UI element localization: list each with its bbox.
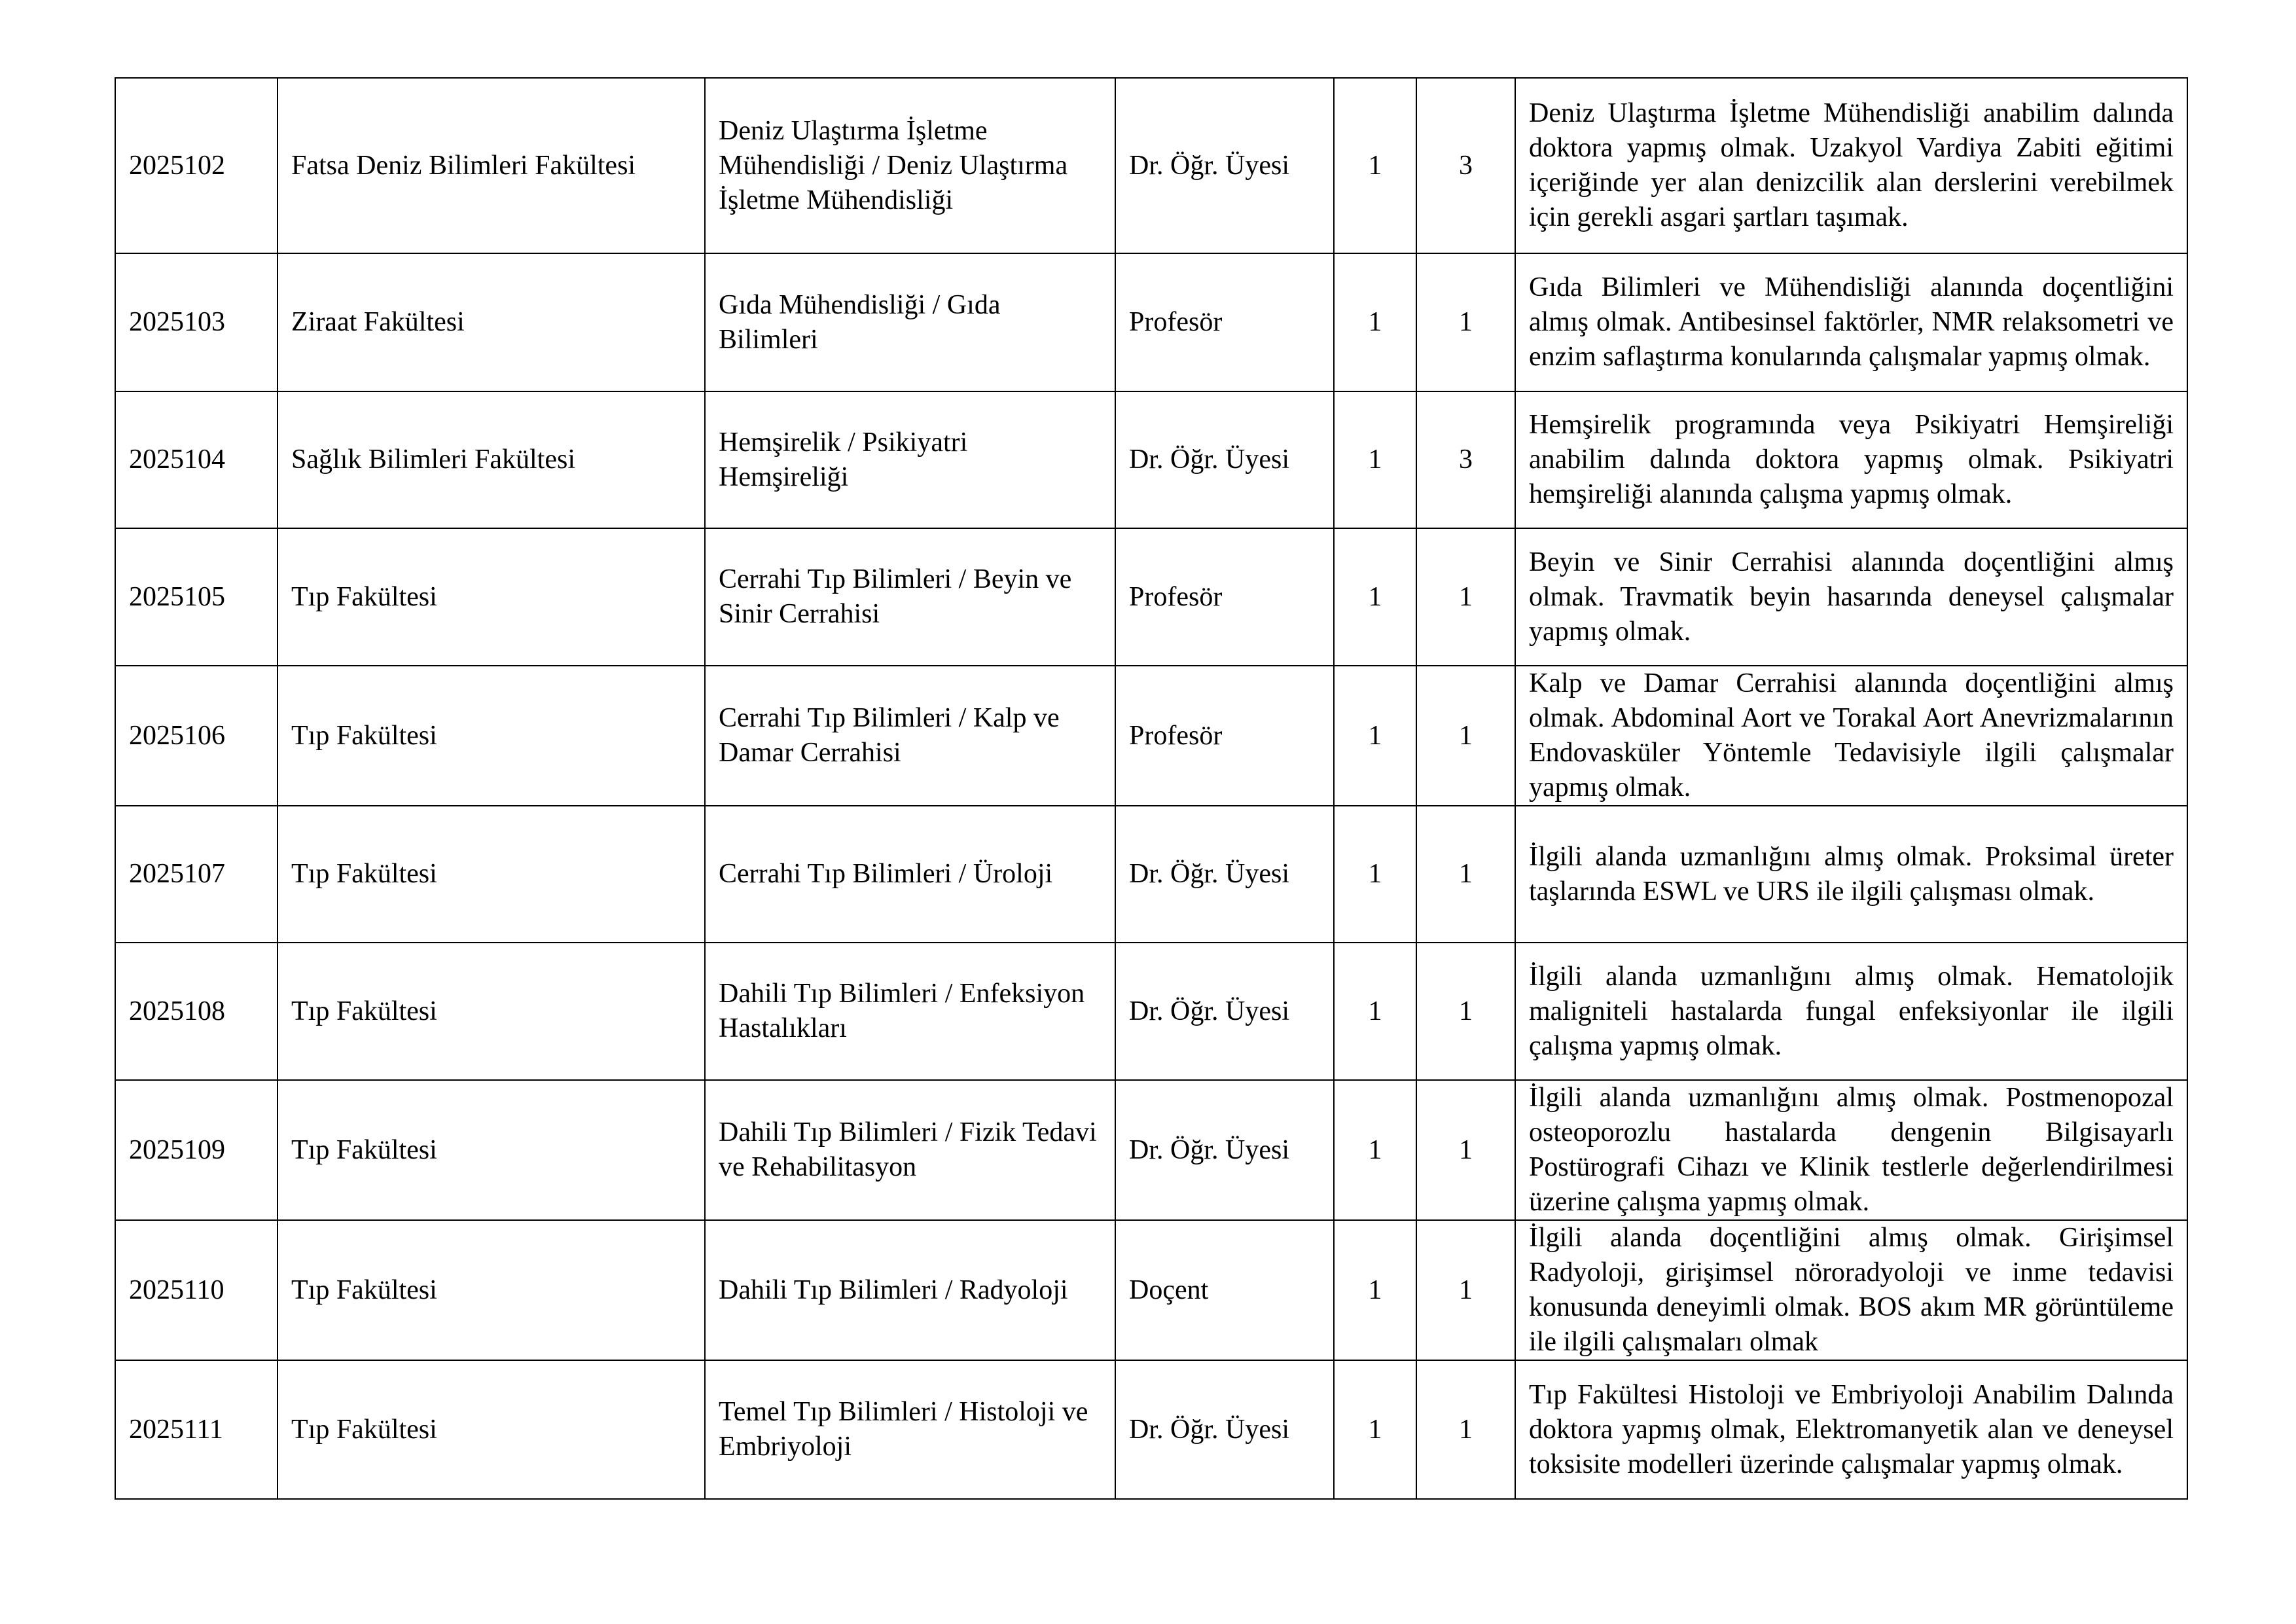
department-name: Dahili Tıp Bilimleri / Radyoloji: [705, 1220, 1115, 1360]
requirements-text: Hemşirelik programında veya Psikiyatri Hemşireliği anabilim dalında doktora yapmış olmak. Psikiyatri hemşireliği alanında çalışma yapmış olmak.: [1515, 391, 2187, 528]
table-row: [115, 1080, 2187, 1220]
faculty-name: Tıp Fakültesi: [278, 806, 705, 943]
academic-title: Profesör: [1115, 253, 1334, 391]
department-name: Hemşirelik / Psikiyatri Hemşireliği: [705, 391, 1115, 528]
position-code: 2025109: [115, 1080, 278, 1220]
academic-title: Dr. Öğr. Üyesi: [1115, 391, 1334, 528]
position-code: 2025105: [115, 528, 278, 666]
department-name: Dahili Tıp Bilimleri / Fizik Tedavi ve Rehabilitasyon: [705, 1080, 1115, 1220]
degree-level: 1: [1334, 528, 1416, 666]
requirements-text: Deniz Ulaştırma İşletme Mühendisliği anabilim dalında doktora yapmış olmak. Uzakyol Vardiya Zabiti eğitimi içeriğinde yer alan denizcilik alan derslerini verebilmek için gerekli asgari şartları taşımak.: [1515, 78, 2187, 253]
position-code: 2025102: [115, 78, 278, 253]
table-row: [115, 806, 2187, 943]
degree-level: 1: [1334, 391, 1416, 528]
position-code: 2025110: [115, 1220, 278, 1360]
table-row: [115, 253, 2187, 391]
position-code: 2025111: [115, 1360, 278, 1499]
degree-level: 1: [1334, 1360, 1416, 1499]
department-name: Cerrahi Tıp Bilimleri / Üroloji: [705, 806, 1115, 943]
academic-title: Profesör: [1115, 528, 1334, 666]
academic-title: Dr. Öğr. Üyesi: [1115, 1080, 1334, 1220]
positions-table-body: [115, 78, 2187, 1499]
faculty-name: Tıp Fakültesi: [278, 943, 705, 1080]
department-name: Temel Tıp Bilimleri / Histoloji ve Embriyoloji: [705, 1360, 1115, 1499]
table-row: [115, 943, 2187, 1080]
department-name: Cerrahi Tıp Bilimleri / Beyin ve Sinir Cerrahisi: [705, 528, 1115, 666]
position-count: 1: [1416, 528, 1515, 666]
requirements-text: Kalp ve Damar Cerrahisi alanında doçentliğini almış olmak. Abdominal Aort ve Torakal Aort Anevrizmalarının Endovasküler Yöntemle Tedavisiyle ilgili çalışmalar yapmış olmak.: [1515, 666, 2187, 806]
degree-level: 1: [1334, 1080, 1416, 1220]
department-name: Cerrahi Tıp Bilimleri / Kalp ve Damar Cerrahisi: [705, 666, 1115, 806]
position-count: 1: [1416, 1220, 1515, 1360]
faculty-name: Tıp Fakültesi: [278, 1080, 705, 1220]
position-code: 2025104: [115, 391, 278, 528]
position-code: 2025108: [115, 943, 278, 1080]
requirements-text: Tıp Fakültesi Histoloji ve Embriyoloji Anabilim Dalında doktora yapmış olmak, Elektromanyetik alan ve deneysel toksisite modelleri üzerinde çalışmalar yapmış olmak.: [1515, 1360, 2187, 1499]
table-row: [115, 528, 2187, 666]
requirements-text: İlgili alanda uzmanlığını almış olmak. Postmenopozal osteoporozlu hastalarda dengenin Bilgisayarlı Postürografi Cihazı ve Klinik testlerle değerlendirilmesi üzerine çalışma yapmış olmak.: [1515, 1080, 2187, 1220]
academic-title: Profesör: [1115, 666, 1334, 806]
academic-title: Dr. Öğr. Üyesi: [1115, 806, 1334, 943]
positions-table: [115, 77, 2188, 1500]
faculty-name: Tıp Fakültesi: [278, 528, 705, 666]
department-name: Deniz Ulaştırma İşletme Mühendisliği / Deniz Ulaştırma İşletme Mühendisliği: [705, 78, 1115, 253]
position-count: 3: [1416, 391, 1515, 528]
table-row: [115, 666, 2187, 806]
table-row: [115, 1360, 2187, 1499]
degree-level: 1: [1334, 666, 1416, 806]
position-count: 1: [1416, 666, 1515, 806]
table-row: [115, 78, 2187, 253]
academic-title: Dr. Öğr. Üyesi: [1115, 943, 1334, 1080]
faculty-name: Sağlık Bilimleri Fakültesi: [278, 391, 705, 528]
requirements-text: Beyin ve Sinir Cerrahisi alanında doçentliğini almış olmak. Travmatik beyin hasarında deneysel çalışmalar yapmış olmak.: [1515, 528, 2187, 666]
position-count: 1: [1416, 943, 1515, 1080]
requirements-text: İlgili alanda doçentliğini almış olmak. Girişimsel Radyoloji, girişimsel nöroradyoloji ve inme tedavisi konusunda deneyimli olmak. BOS akım MR görüntüleme ile ilgili çalışmaları olmak: [1515, 1220, 2187, 1360]
academic-title: Dr. Öğr. Üyesi: [1115, 1360, 1334, 1499]
position-count: 1: [1416, 1360, 1515, 1499]
faculty-name: Fatsa Deniz Bilimleri Fakültesi: [278, 78, 705, 253]
department-name: Dahili Tıp Bilimleri / Enfeksiyon Hastalıkları: [705, 943, 1115, 1080]
degree-level: 1: [1334, 806, 1416, 943]
degree-level: 1: [1334, 943, 1416, 1080]
position-count: 1: [1416, 806, 1515, 943]
position-count: 3: [1416, 78, 1515, 253]
academic-title: Dr. Öğr. Üyesi: [1115, 78, 1334, 253]
position-count: 1: [1416, 253, 1515, 391]
degree-level: 1: [1334, 253, 1416, 391]
faculty-name: Tıp Fakültesi: [278, 1220, 705, 1360]
requirements-text: İlgili alanda uzmanlığını almış olmak. Proksimal üreter taşlarında ESWL ve URS ile ilgili çalışması olmak.: [1515, 806, 2187, 943]
position-code: 2025107: [115, 806, 278, 943]
department-name: Gıda Mühendisliği / Gıda Bilimleri: [705, 253, 1115, 391]
requirements-text: Gıda Bilimleri ve Mühendisliği alanında doçentliğini almış olmak. Antibesinsel faktörler, NMR relaksometri ve enzim saflaştırma konularında çalışmalar yapmış olmak.: [1515, 253, 2187, 391]
faculty-name: Tıp Fakültesi: [278, 666, 705, 806]
academic-title: Doçent: [1115, 1220, 1334, 1360]
table-row: [115, 391, 2187, 528]
degree-level: 1: [1334, 78, 1416, 253]
degree-level: 1: [1334, 1220, 1416, 1360]
position-code: 2025103: [115, 253, 278, 391]
position-count: 1: [1416, 1080, 1515, 1220]
faculty-name: Tıp Fakültesi: [278, 1360, 705, 1499]
table-row: [115, 1220, 2187, 1360]
position-code: 2025106: [115, 666, 278, 806]
requirements-text: İlgili alanda uzmanlığını almış olmak. Hematolojik maligniteli hastalarda fungal enfeksiyonlar ile ilgili çalışma yapmış olmak.: [1515, 943, 2187, 1080]
faculty-name: Ziraat Fakültesi: [278, 253, 705, 391]
